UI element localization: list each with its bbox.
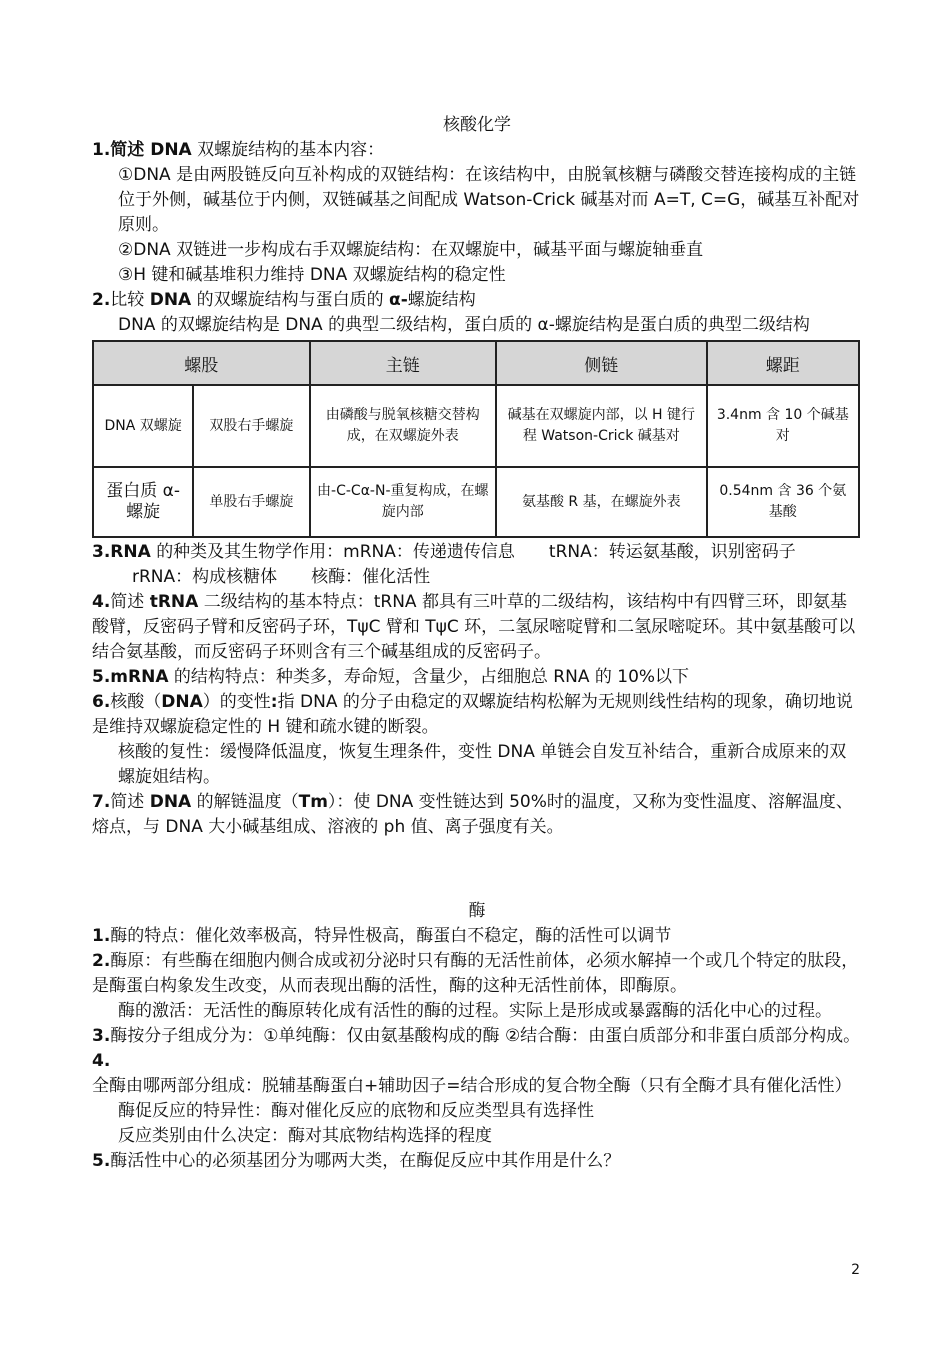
table-header-backbone: 主链 [310,341,496,385]
q1-para2: ②DNA 双链进一步构成右手双螺旋结构：在双螺旋中，碱基平面与螺旋轴垂直 [118,240,704,260]
e1-num: 1. [92,926,111,946]
table-cell-backbone: 由-C-Cα-N-重复构成，在螺旋内部 [310,467,496,537]
e2-num: 2. [92,951,111,971]
q2-mid: 的双螺旋结构与蛋白质的 [196,290,384,310]
q1-para1: ①DNA 是由两股链反向互补构成的双链结构：在该结构中，由脱氧核糖与磷酸交替连接构成的主链位于外侧，碱基位于内侧，双链碱基之间配成 Watson-Crick 碱基对而 A=T, C=G，碱基互补配对原则。 [118,165,860,235]
q3-num: 3. [92,542,111,562]
e3-num: 3. [92,1026,111,1046]
e5-num: 5. [92,1151,111,1171]
table-cell-backbone: 由磷酸与脱氧核糖交替构成，在双螺旋外表 [310,385,496,467]
q2-bold1: DNA [149,290,192,310]
e4-text: 全酶由哪两部分组成：脱辅基酶蛋白+辅助因子=结合形成的复合物全酶（只有全酶才具有催化活性） [92,1076,852,1096]
q3-bold: RNA [110,542,151,562]
q4-text: 二级结构的基本特点：tRNA 都具有三叶草的二级结构，该结构中有四臂三环，即氨基酸臂，反密码子臂和反密码子环，TψC 臂和 TψC 环，二氢尿嘧啶臂和二氢尿嘧啶环。其中氨基酸可以结合氨基酸，而反密码子环则含有三个碱基组成的反密码子。 [92,592,856,662]
e4-num: 4. [92,1051,111,1071]
q2-bold2: α- [389,290,408,310]
q3-paragraph [92,540,862,565]
q4-num: 4. [92,592,111,612]
table-row [93,385,859,467]
q1-heading-text: 双螺旋结构的基本内容： [197,140,385,160]
q1-para3: ③H 键和碱基堆积力维持 DNA 双螺旋结构的稳定性 [118,265,506,285]
q1-num: 1. [92,140,111,160]
q4-bold: tRNA [149,592,199,612]
table-cell-name: DNA 双螺旋 [93,385,193,467]
table-cell-pitch: 3.4nm 含 10 个碱基对 [707,385,859,467]
q7-bold: DNA [149,792,192,812]
comparison-table [92,340,860,538]
table-header-pitch: 螺距 [707,341,859,385]
table-cell-side: 碱基在双螺旋内部，以 H 键行程 Watson-Crick 碱基对 [496,385,707,467]
q6-pre: 核酸（ [110,692,162,712]
table-cell-strand: 单股右手螺旋 [193,467,309,537]
page-number: 2 [851,1262,860,1278]
table-header-strand: 螺股 [93,341,310,385]
q7-text: ）：使 DNA 变性链达到 50%时的温度，又称为变性温度、溶解温度、熔点，与 DNA 大小碱基组成、溶液的 ph 值、离子强度有关。 [92,792,853,837]
q4-pre: 简述 [110,592,145,612]
e2-para1: 酶的激活：无活性的酶原转化成有活性的酶的过程。实际上是形成或暴露酶的活化中心的过程。 [118,1001,832,1021]
table-header-side: 侧链 [496,341,707,385]
e4-para1: 酶促反应的特异性：酶对催化反应的底物和反应类型具有选择性 [118,1101,594,1121]
e1-paragraph [92,924,862,949]
document-page [92,112,862,1174]
q6-bold2: : [270,692,278,712]
q2-heading [92,288,862,313]
section-gap [92,840,862,898]
q3-text: 的种类及其生物学作用：mRNA：传递遗传信息 tRNA：转运氨基酸，识别密码子 [156,542,796,562]
q2-post: 螺旋结构 [407,290,476,310]
q2-para1: DNA 的双螺旋结构是 DNA 的典型二级结构，蛋白质的 α-螺旋结构是蛋白质的典型二级结构 [118,315,810,335]
table-row [93,467,859,537]
q7-mid: 的解链温度（ [196,792,299,812]
q1-bold: 简述 DNA [110,140,192,160]
q5-bold: mRNA [110,667,169,687]
e4-paragraph [92,1049,862,1099]
e1-text: 酶的特点：催化效率极高，特异性极高，酶蛋白不稳定，酶的活性可以调节 [110,926,672,946]
q6-bold: DNA [161,692,203,712]
e2-text: 酶原：有些酶在细胞内侧合成或初分泌时只有酶的无活性前体，必须水解掉一个或几个特定的肽段，是酶蛋白构象发生改变，从而表现出酶的活性，酶的这种无活性前体，即酶原。 [92,951,859,996]
q6-text: 指 DNA 的分子由稳定的双螺旋结构松解为无规则线性结构的现象，确切地说是维持双螺旋稳定性的 H 键和疏水键的断裂。 [92,692,853,737]
table-header-row [93,341,859,385]
table-cell-strand: 双股右手螺旋 [193,385,309,467]
q1-heading [92,138,862,163]
q6-mid: ）的变性 [202,692,271,712]
q7-num: 7. [92,792,111,812]
q5-paragraph [92,665,862,690]
q6-num: 6. [92,692,111,712]
table-cell-name: 蛋白质 α-螺旋 [93,467,193,537]
q5-text: 的结构特点：种类多，寿命短，含量少，占细胞总 RNA 的 10%以下 [173,667,690,687]
e2-paragraph [92,949,862,999]
q6-paragraph [92,690,862,740]
section-title-nucleic: 核酸化学 [443,115,511,135]
q3-para1: rRNA：构成核糖体 核酶：催化活性 [132,567,431,587]
table-cell-side: 氨基酸 R 基，在螺旋外表 [496,467,707,537]
section-title-enzyme: 酶 [468,901,486,921]
e3-text: 酶按分子组成分为：①单纯酶：仅由氨基酸构成的酶 ②结合酶：由蛋白质部分和非蛋白质部分构成。 [110,1026,861,1046]
table-cell-pitch: 0.54nm 含 36 个氨基酸 [707,467,859,537]
q4-paragraph [92,590,862,665]
q2-pre: 比较 [110,290,145,310]
e4-para2: 反应类别由什么决定：酶对其底物结构选择的程度 [118,1126,492,1146]
q6-para1: 核酸的复性：缓慢降低温度，恢复生理条件，变性 DNA 单链会自发互补结合，重新合成原来的双螺旋姐结构。 [118,742,847,787]
q7-paragraph [92,790,862,840]
q5-num: 5. [92,667,111,687]
e3-paragraph [92,1024,862,1049]
e5-text: 酶活性中心的必须基团分为哪两大类，在酶促反应中其作用是什么？ [110,1151,621,1171]
q2-num: 2. [92,290,111,310]
q7-pre: 简述 [110,792,145,812]
e5-paragraph [92,1149,862,1174]
q7-bold2: Tm [298,792,328,812]
